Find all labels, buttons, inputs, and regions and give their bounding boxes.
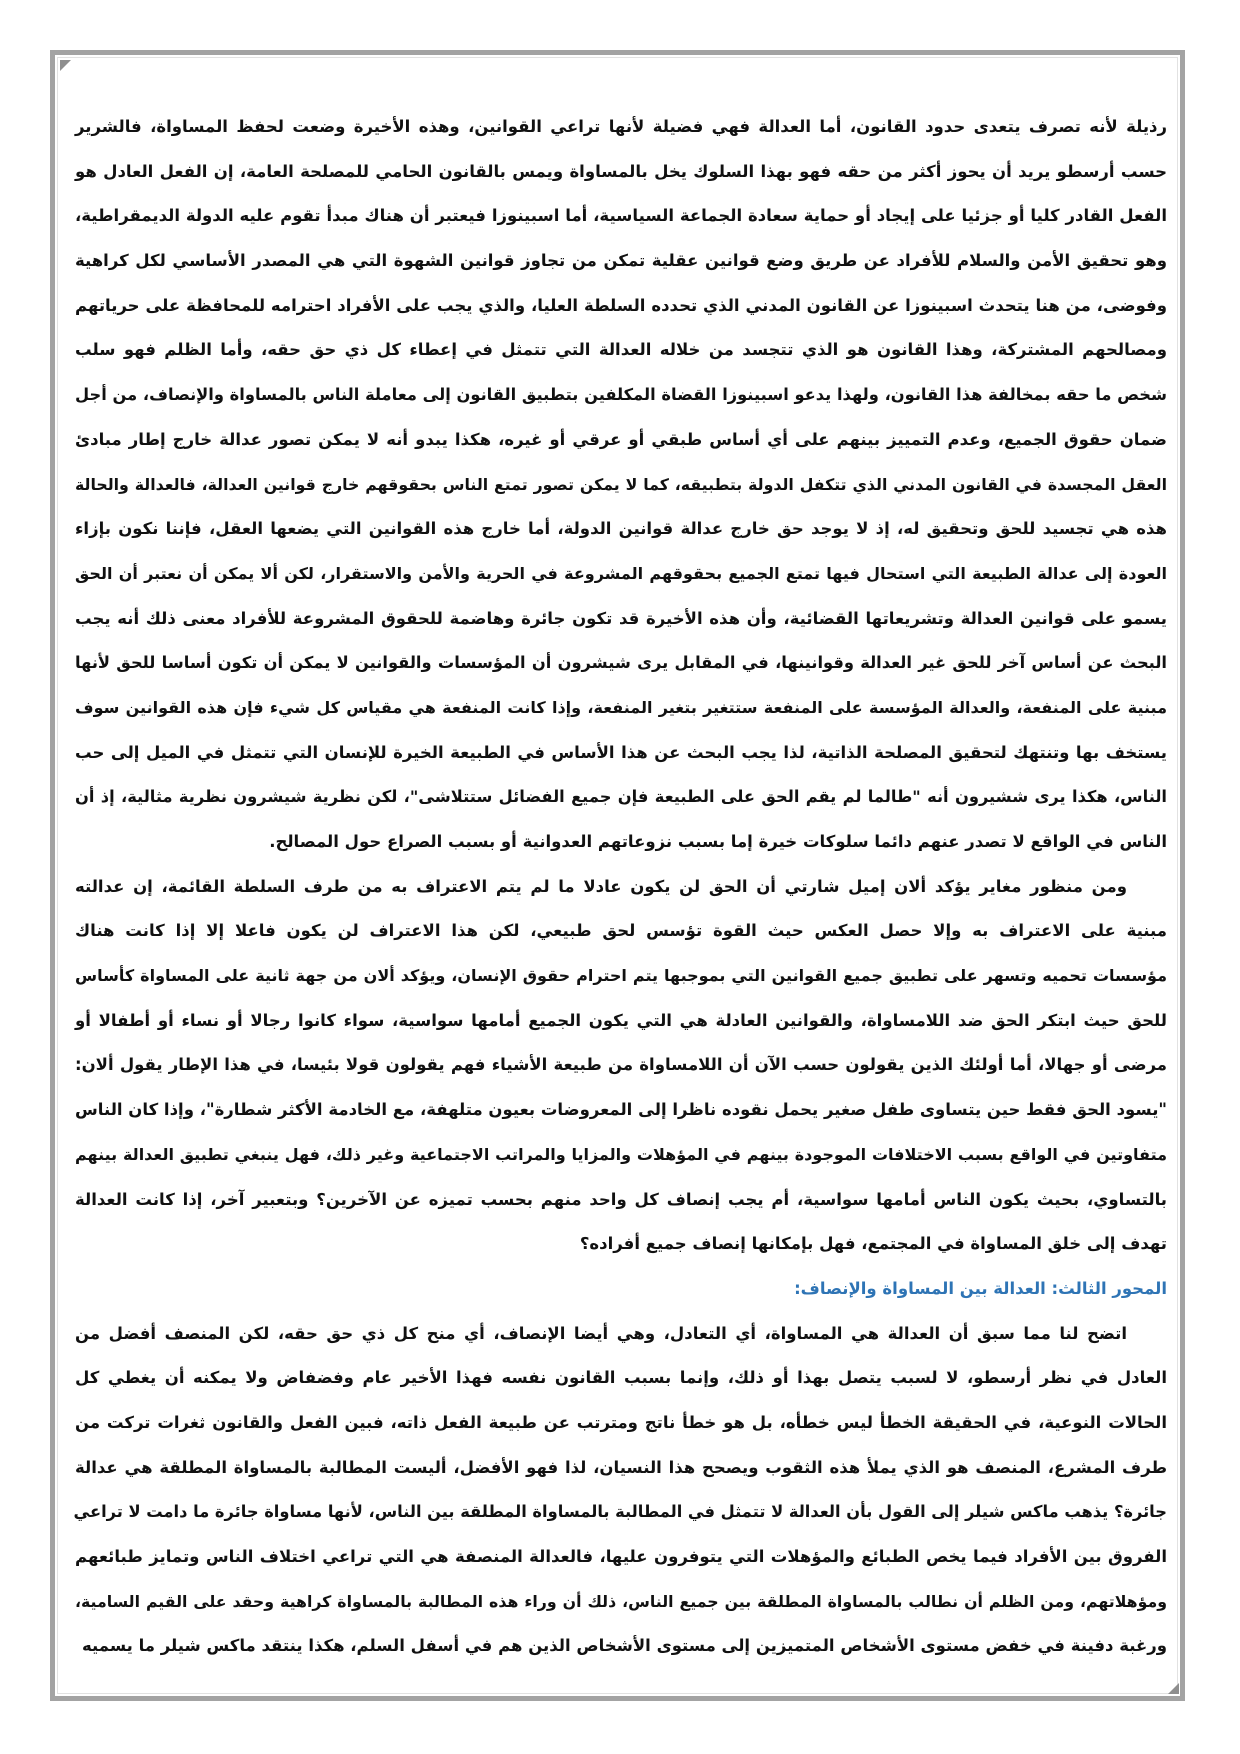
section-heading	[75, 1267, 1167, 1312]
text-line: متفاوتين في الواقع بسبب الاختلافات الموجودة بينهم في المؤهلات والمزايا والمراتب الاجتماعية وغير ذلك، فهل ينبغي تطبيق العدالة بينهم	[75, 1144, 1167, 1164]
text-line: اتضح لنا مما سبق أن العدالة هي المساواة، أي التعادل، وهي أيضا الإنصاف، أي منح كل ذي حق حقه، لكن المنصف أفضل من	[75, 1323, 1127, 1343]
text-line: رذيلة لأنه تصرف يتعدى حدود القانون، أما العدالة فهي فضيلة لأنها تراعي القوانين، وهذه الأخيرة وضعت لحفظ المساواة، فالشرير	[75, 117, 1167, 136]
text-line: وهو تحقيق الأمن والسلام للأفراد عن طريق وضع قوانين عقلية تمكن من تجاوز قوانين الشهوة التي هي المصدر الأساسي لكل كراهية	[75, 251, 1167, 271]
text-line: مبنية على المنفعة، والعدالة المؤسسة على المنفعة ستتغير بتغير المنفعة، وإذا كانت المنفعة هي مقياس كل شيء فإن هذه القوانين سوف	[75, 697, 1167, 717]
text-line: الحالات النوعية، في الحقيقة الخطأ ليس خطأه، بل هو خطأ ناتج ومترتب عن طبيعة الفعل ذاته، فبين الفعل والقانون ثغرات تركت من	[75, 1412, 1167, 1432]
text-line: شخص ما حقه بمخالفة هذا القانون، ولهذا يدعو اسبينوزا القضاة المكلفين بتطبيق القانون إلى معاملة الناس بالمساواة والإنصاف، من أجل	[75, 385, 1167, 405]
text-line: ومصالحهم المشتركة، وهذا القانون هو الذي تتجسد من خلاله العدالة التي تتمثل في إعطاء كل ذي حق حقه، وأما الظلم فهو سلب	[75, 340, 1167, 360]
text-line: ومؤهلاتهم، ومن الظلم أن نطالب بالمساواة المطلقة بين جميع الناس، ذلك أن وراء هذه المطالبة بالمساواة كراهية وحقد على القيم السامية،	[75, 1591, 1167, 1611]
text-line: العادل في نظر أرسطو، لا لسبب يتصل بهذا أو ذلك، وإنما بسبب القانون نفسه فهذا الأخير عام وفضفاض ولا يمكنه أن يغطي كل	[75, 1368, 1167, 1388]
text-line: جائرة؟ يذهب ماكس شيلر إلى القول بأن العدالة لا تتمثل في المطالبة بالمساواة المطلقة بين الناس، لأنها مساواة جائرة ما دامت لا تراعي	[73, 1502, 1167, 1522]
text-line: مبنية على الاعتراف به وإلا حصل العكس حيث القوة تؤسس لحق طبيعي، لكن هذا الاعتراف لن يكون فاعلا إلا إذا كانت هناك	[75, 921, 1167, 941]
text-line: ورغبة دفينة في خفض مستوى الأشخاص المتميزين إلى مستوى الأشخاص الذين هم في أسفل السلم، هكذا ينتقد ماكس شيلر ما يسميه	[82, 1636, 1167, 1656]
text-line: تهدف إلى خلق المساواة في المجتمع، فهل بإمكانها إنصاف جميع أفراده؟	[579, 1234, 1167, 1254]
corner-mark-top-left-icon	[60, 60, 71, 71]
text-line: مرضى أو جهالا، أما أولئك الذين يقولون حسب الآن أن اللامساواة من طبيعة الأشياء فهم يقولون قولا بئيسا، في هذا الإطار يقول ألان:	[75, 1055, 1167, 1075]
text-line: حسب أرسطو يريد أن يحوز أكثر من حقه فهو بهذا السلوك يخل بالمساواة ويمس بالقانون الحامي للمصلحة العامة، إن الفعل العادل هو	[75, 161, 1167, 181]
corner-mark-bottom-right-icon	[1168, 1683, 1179, 1694]
text-line: الفعل القادر كليا أو جزئيا على إيجاد أو حماية سعادة الجماعة السياسية، أما اسبينوزا فيعتبر أن هناك مبدأ تقوم عليه الدولة الديمقراطية،	[75, 206, 1167, 226]
text-line: الناس في الواقع لا تصدر عنهم دائما سلوكات خيرة إما بسبب نزوعاتهم العدوانية أو بسبب الصراع حول المصالح.	[269, 832, 1167, 851]
text-line: طرف المشرع، المنصف هو الذي يملأ هذه الثقوب ويصحح هذا النسيان، لذا فهو الأفضل، أليست المطالبة بالمساواة المطلقة هي عدالة	[75, 1457, 1167, 1477]
text-line: ومن منظور مغاير يؤكد ألان إميل شارتي أن الحق لن يكون عادلا ما لم يتم الاعتراف به من طرف السلطة القائمة، إن عدالته	[75, 876, 1127, 896]
text-line: العودة إلى عدالة الطبيعة التي استحال فيها تمتع الجميع بحقوقهم المشروعة في الحرية والأمن والاستقرار، لكن ألا يمكن أن نعتبر أن الحق	[75, 563, 1167, 583]
heading-text: المحور الثالث: العدالة بين المساواة والإنصاف:	[794, 1278, 1167, 1298]
text-line: الناس، هكذا يرى ششيرون أنه "طالما لم يقم الحق على الطبيعة فإن جميع الفضائل ستتلاشى"، لكن نظرية شيشرون نظرية مثالية، إذ أن	[75, 787, 1167, 807]
text-line: للحق حيث ابتكر الحق ضد اللامساواة، والقوانين العادلة هي التي يكون الجميع أمامها سواسية، سواء كانوا رجالا أو نساء أو أطفالا أو	[75, 1010, 1167, 1030]
text-line: وفوضى، من هنا يتحدث اسبينوزا عن القانون المدني الذي تحدده السلطة العليا، والذي يجب على الأفراد احترامه للمحافظة على حرياتهم	[75, 295, 1167, 315]
text-line: يستخف بها وتنتهك لتحقيق المصلحة الذاتية، لذا يجب البحث عن هذا الأساس في الطبيعة الخيرة للإنسان التي تتمثل في الميل إلى حب	[75, 742, 1167, 762]
text-line: العقل المجسدة في القانون المدني الذي تتكفل الدولة بتطبيقه، كما لا يمكن تصور تمتع الناس بحقوقهم خارج قوانين العدالة، فالعدالة والحالة	[75, 474, 1167, 494]
text-line: البحث عن أساس آخر للحق غير العدالة وقوانينها، في المقابل يرى شيشرون أن المؤسسات والقوانين لا يمكن أن تكون أساسا للحق لأنها	[75, 653, 1167, 673]
document-body	[75, 105, 1167, 1669]
text-line: يسمو على قوانين العدالة وتشريعاتها القضائية، وأن هذه الأخيرة قد تكون جائرة وهاضمة للحقوق المشروعة للأفراد معنى ذلك أنه يجب	[75, 608, 1167, 628]
text-line: بالتساوي، بحيث يكون الناس أمامها سواسية، أم يجب إنصاف كل واحد منهم بحسب تميزه عن الآخرين؟ وبتعبير آخر، إذا كانت العدالة	[75, 1189, 1167, 1209]
paragraph	[75, 105, 1167, 865]
text-line: هذه هي تجسيد للحق وتحقيق له، إذ لا يوجد حق خارج عدالة قوانين الدولة، أما خارج هذه القوانين التي يضعها العقل، فإننا نكون بإزاء	[75, 519, 1167, 539]
text-line: مؤسسات تحميه وتسهر على تطبيق جميع القوانين التي بموجبها يتم احترام حقوق الإنسان، ويؤكد ألان من جهة ثانية على المساواة كأساس	[75, 966, 1167, 986]
text-line: الفروق بين الأفراد فيما يخص الطبائع والمؤهلات التي يتوفرون عليها، فالعدالة المنصفة هي التي تراعي اختلاف الناس وتمايز طبائعهم	[75, 1547, 1167, 1566]
paragraph	[75, 1312, 1167, 1670]
paragraph	[75, 865, 1167, 1267]
text-line: "يسود الحق فقط حين يتساوى طفل صغير يحمل نقوده ناظرا إلى المعروضات بعيون متلهفة، مع الخادمة الأكثر شطارة"، وإذا كان الناس	[75, 1100, 1167, 1120]
text-line: ضمان حقوق الجميع، وعدم التمييز بينهم على أي أساس طبقي أو عرقي أو غيره، هكذا يبدو أنه لا يمكن تصور عدالة خارج إطار مبادئ	[75, 429, 1167, 449]
